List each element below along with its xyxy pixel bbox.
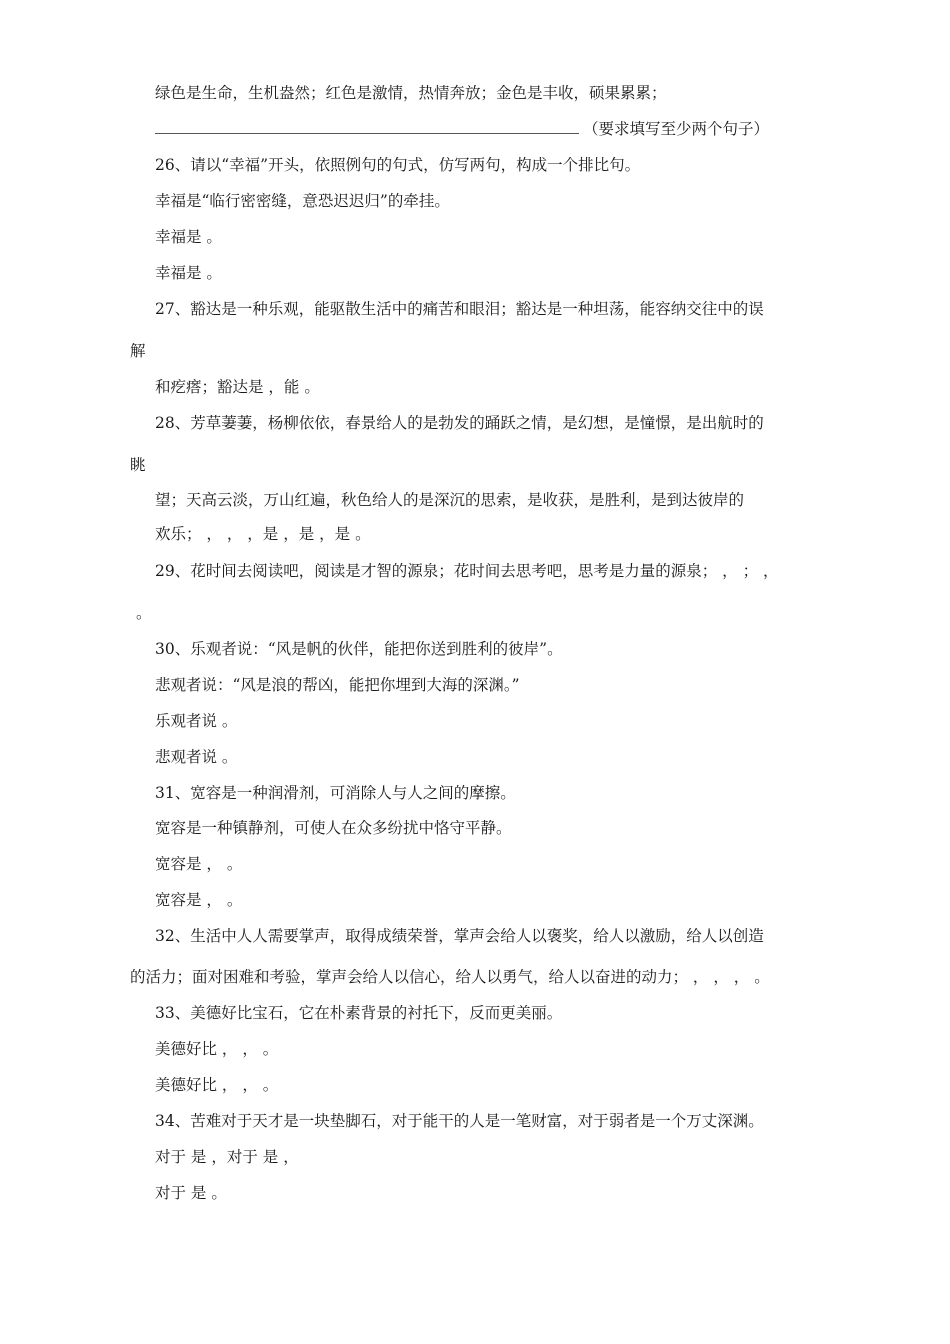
fill-line: 幸福是 。 [155,228,222,246]
text-line: 的活力；面对困难和考验，掌声会给人以信心，给人以勇气，给人以奋进的动力； ， ， ， 。 [130,968,770,986]
text-line: 解 [130,342,146,360]
example-sentence: 幸福是“临行密密缝，意恐迟迟归”的牵挂。 [155,192,450,210]
fill-line: 对于 是 ，对于 是 ， [155,1148,299,1166]
text-line: 眺 [130,456,146,474]
question-26: 26、请以“幸福”开头，依照例句的句式，仿写两句，构成一个排比句。 [155,156,641,174]
question-28: 28、芳草萋萋，杨柳依依，春景给人的是勃发的踊跃之情，是幻想，是憧憬，是出航时的 [155,414,764,432]
text-line: 绿色是生命，生机盎然；红色是激情，热情奔放；金色是丰收，硕果累累； [155,84,667,102]
fill-line: 悲观者说 。 [155,748,238,766]
example-sentence: 宽容是一种镇静剂，可使人在众多纷扰中恪守平静。 [155,819,512,837]
question-33: 33、美德好比宝石，它在朴素背景的衬托下，反而更美丽。 [155,1004,563,1022]
fill-line: 对于 是 。 [155,1184,227,1202]
fill-line: 美德好比 ， ， 。 [155,1040,279,1058]
question-27: 27、豁达是一种乐观，能驱散生活中的痛苦和眼泪；豁达是一种坦荡，能容纳交往中的误 [155,300,764,318]
fill-line: 美德好比 ， ， 。 [155,1076,279,1094]
text-line: 望；天高云淡，万山红遍，秋色给人的是深沉的思索，是收获，是胜利，是到达彼岸的 [155,491,745,509]
example-sentence: 悲观者说：“风是浪的帮凶，能把你埋到大海的深渊。” [155,676,520,694]
text-line: 。 [136,604,152,622]
fill-line: 宽容是 ， 。 [155,855,243,873]
question-34: 34、苦难对于天才是一块垫脚石，对于能干的人是一笔财富，对于弱者是一个万丈深渊。 [155,1112,764,1130]
question-32: 32、生活中人人需要掌声，取得成绩荣誉，掌声会给人以褒奖，给人以激励，给人以创造 [155,927,764,945]
question-29: 29、花时间去阅读吧，阅读是才智的源泉；花时间去思考吧，思考是力量的源泉； ， ； ， [155,562,779,580]
answer-blank-line [155,119,769,139]
fill-line: 和疙瘩；豁达是 ，能 。 [155,378,320,396]
question-31: 31、宽容是一种润滑剂，可消除人与人之间的摩擦。 [155,784,516,802]
fill-line: 幸福是 。 [155,264,222,282]
question-30: 30、乐观者说：“风是帆的伙伴，能把你送到胜利的彼岸”。 [155,640,563,658]
fill-line: 欢乐； ， ， ，是 ，是 ，是 。 [155,525,371,543]
fill-line: 乐观者说 。 [155,712,238,730]
fill-line: 宽容是 ， 。 [155,891,243,909]
blank-underline [155,119,579,134]
requirement-note: （要求填写至少两个句子） [583,120,770,138]
